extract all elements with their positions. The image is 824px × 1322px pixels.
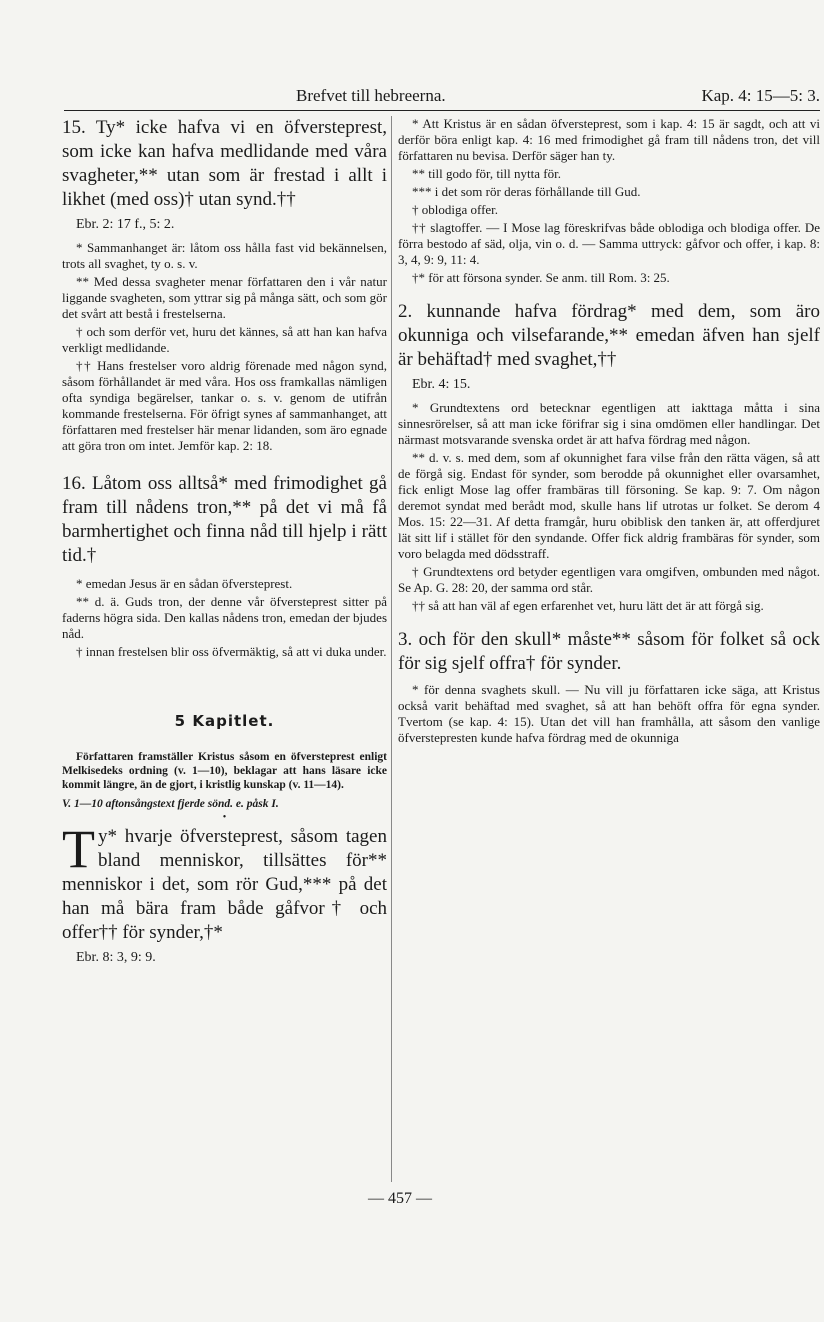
verse-1 xyxy=(62,819,387,945)
verse-3: 3. och för den skull* måste** såsom för folket så ock för sig sjelf offra† för synder. xyxy=(398,629,820,674)
footnote: †† så att han väl af egen erfarenhet vet, huru lätt det är att förgå sig. xyxy=(412,598,764,613)
verse-15: 15. Ty* icke hafva vi en öfversteprest, som icke kan hafva medlidande med våra svagheter,** utan som är frestad i allt i likhet (med oss)† utan synd.†† xyxy=(62,117,387,210)
verse-2-reference: Ebr. 4: 15. xyxy=(412,377,471,392)
footnote: *** i det som rör deras förhållande till Gud. xyxy=(412,184,641,199)
chapter-range: Kap. 4: 15—5: 3. xyxy=(701,86,820,105)
footnote: † och som derför vet, huru det kännes, så att han kan hafva verkligt medlidande. xyxy=(62,324,387,355)
running-header xyxy=(64,84,820,111)
chapter-title: 5 Kapitlet. xyxy=(174,712,275,730)
footnote: † Grundtextens ord betyder egentligen vara omgifven, ombunden med något. Se Ap. G. 28: 20, der samma ord står. xyxy=(398,564,820,595)
chapter-summary: Författaren framställer Kristus såsom en öfversteprest enligt Melkisedeks ordning (v. 1—10), beklagar att hans läsare icke kommit längre, än de gjort, i kristlig kunskap (v. 11—14). xyxy=(62,751,387,791)
verse-15-reference: Ebr. 2: 17 f., 5: 2. xyxy=(76,217,175,232)
footnote: ** d. ä. Guds tron, der denne vår öfversteprest sitter på faderns högra sida. Den kallas nådens tron, emedan der bjudes nåd. xyxy=(62,594,387,641)
verse-1-reference: Ebr. 8: 3, 9: 9. xyxy=(76,950,156,965)
bullet-mark: • xyxy=(222,812,227,823)
footnote: * emedan Jesus är en sådan öfversteprest. xyxy=(76,576,293,591)
footnote: ** d. v. s. med dem, som af okunnighet fara vilse från den rätta vägen, så att de förgå sig. Endast för synder, som berodde på okunnighet eller ovarsamhet, fick enligt Mose lag offer frambäras till försoning. Se kap. 9: 7. Om någon deremot syndat med berådt mod, skulle hans lif utrotas ur folket. Se derom 4 Mos. 15: 22—31. Af detta framgår, huru obiblisk den tanken är, att offerdjuret lät sitt lif i stället för den syndande. Offer fick aldrig frambäras för synder, som voro belagda med dödsstraff. xyxy=(398,450,820,561)
footnote: † oblodiga offer. xyxy=(412,202,499,217)
drop-cap: T xyxy=(62,819,95,879)
footnote: † innan frestelsen blir oss öfvermäktig, så att vi duka under. xyxy=(76,644,387,659)
footnote: * Sammanhanget är: låtom oss hålla fast vid bekännelsen, trots all svaghet, ty o. s. v. xyxy=(62,240,387,271)
verse-16: 16. Låtom oss alltså* med frimodighet gå fram till nådens tron,** på det vi må få barmhertighet och finna nåd till hjelp i rätt tid.† xyxy=(62,473,387,566)
footnote: * Att Kristus är en sådan öfversteprest, som i kap. 4: 15 är sagdt, och att vi derför böra enligt kap. 4: 16 med frimodighet gå fram till nådens tron, det vill författaren nu bevisa. Derför säger han ty. xyxy=(398,116,820,163)
footnote: ** till godo för, till nytta för. xyxy=(412,166,561,181)
page-number: — 457 — xyxy=(368,1190,432,1207)
footnote: * för denna svaghets skull. — Nu vill ju författaren icke säga, att Kristus också varit behäftad med svaghet, så att han behöft offra för egna synder. Tvertom (se kap. 4: 15). Utan det vill han framhålla, att såsom den vanlige öfverstepresten kunde hafva fördrag med de okunniga xyxy=(398,682,820,745)
left-column xyxy=(62,116,387,973)
running-title: Brefvet till hebreerna. xyxy=(296,86,446,105)
footnote: †* för att försona synder. Se anm. till Rom. 3: 25. xyxy=(412,270,670,285)
footnote: ** Med dessa svagheter menar författaren den i vår natur liggande svagheten, som yttrar sig på många sätt, och som gör det svårt att bestå i frestelserna. xyxy=(62,274,387,321)
pericope-note: V. 1—10 aftonsångstext fjerde sönd. e. påsk I. xyxy=(62,798,279,810)
verse-2: 2. kunnande hafva fördrag* med dem, som äro okunniga och vilsefarande,** emedan äfven han sjelf är behäftad† med svaghet,†† xyxy=(398,301,820,370)
right-column xyxy=(398,116,820,748)
footnote: †† slagtoffer. — I Mose lag föreskrifvas både oblodiga och blodiga offer. De förra bestodo af säd, olja, vin o. d. — Samma uttryck: gåfvor och offer, i kap. 8: 3, 4, 9: 9, 11: 4. xyxy=(398,220,820,267)
footnote: †† Hans frestelser voro aldrig förenade med någon synd, såsom förhållandet är med våra. Hos oss framkallas nämligen ofta syndiga begärelser, tankar o. s. v. genom de utifrån kommande frestelserna. För öfrigt synes af sammanhanget, att författaren med frestelser här menar lidanden, som äro egnade att göra tron om intet. Jemför kap. 2: 18. xyxy=(62,358,387,453)
verse-1-text: y* hvarje öfversteprest, såsom tagen bland menniskor, tillsättes för** menniskor i det, som rör Gud,*** på det han må bära fram både gåfvor† och offer†† för synder,†* xyxy=(62,826,387,943)
footnote: * Grundtextens ord betecknar egentligen att iakttaga måtta i sina sinnesrörelser, så att man icke förifrar sig i sina omdömen eller handlingar. Det närmast motsvarande svenska ordet är att hafva fördrag med någon. xyxy=(398,400,820,447)
column-divider xyxy=(391,116,392,1182)
